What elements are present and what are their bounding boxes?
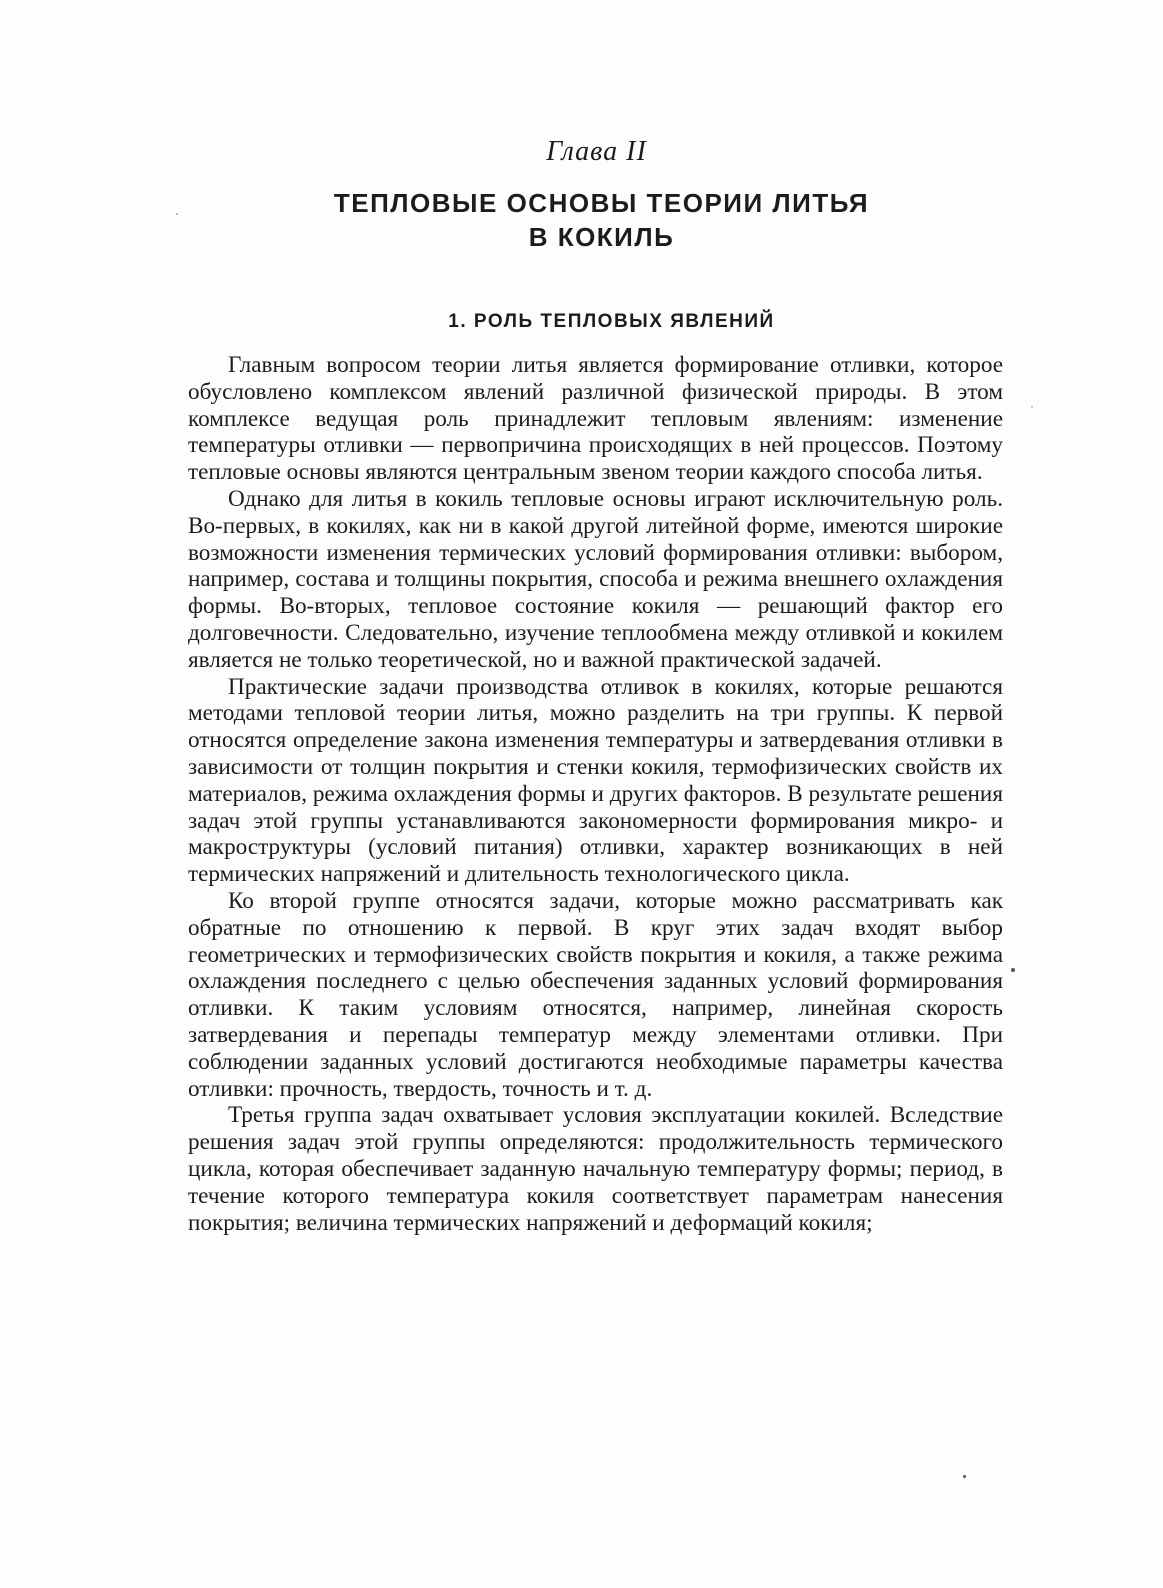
chapter-title-line-2: В КОКИЛЬ	[528, 222, 675, 252]
scan-speck	[176, 213, 178, 215]
body-text	[188, 352, 1003, 1236]
chapter-title	[0, 186, 1163, 254]
paragraph-1: Главным вопросом теории литья является формирование отливки, которое обусловлено комплексом явлений различной физической природы. В этом комплексе ведущая роль принадлежит тепловым явлениям: изменение температуры отливки — первопричина происходящих в ней процессов. Поэтому тепловые основы являются центральным звеном теории каждого способа литья.	[188, 352, 1003, 486]
paragraph-5: Третья группа задач охватывает условия эксплуатации кокилей. Вследствие решения задач этой группы определяются: продолжительность термического цикла, которая обеспечивает заданную начальную температуру формы; период, в течение которого температура кокиля соответствует параметрам нанесения покрытия; величина термических напряжений и деформаций кокиля;	[188, 1102, 1003, 1236]
paragraph-4: Ко второй группе относятся задачи, которые можно рассматривать как обратные по отношению к первой. В круг этих задач входят выбор геометрических и термофизических свойств покрытия и кокиля, а также режима охлаждения последнего с целью обеспечения заданных условий формирования отливки. К таким условиям относятся, например, линейная скорость затвердевания и перепады температур между элементами отливки. При соблюдении заданных условий достигаются необходимые параметры качества отливки: прочность, твердость, точность и т. д.	[188, 887, 1003, 1102]
paragraph-2: Однако для литья в кокиль тепловые основы играют исключительную роль. Во-первых, в кокилях, как ни в какой другой литейной форме, имеются широкие возможности изменения термических условий формирования отливки: выбором, например, состава и толщины покрытия, способа и режима внешнего охлаждения формы. Во-вторых, тепловое состояние кокиля — решающий фактор его долговечности. Следовательно, изучение теплообмена между отливкой и кокилем является не только теоретической, но и важной практической задачей.	[188, 485, 1003, 673]
scan-speck	[1011, 968, 1015, 972]
section-title: 1. РОЛЬ ТЕПЛОВЫХ ЯВЛЕНИЙ	[448, 311, 775, 332]
chapter-title-line-1: ТЕПЛОВЫЕ ОСНОВЫ ТЕОРИИ ЛИТЬЯ	[333, 188, 870, 218]
chapter-label: Глава II	[546, 136, 647, 167]
scan-speck	[963, 1475, 966, 1478]
scan-speck	[1031, 406, 1033, 408]
paragraph-3: Практические задачи производства отливок в кокилях, которые решаются методами тепловой теории литья, можно разделить на три группы. К первой относятся определение закона изменения температуры и затвердевания отливки в зависимости от толщин покрытия и стенки кокиля, термофизических свойств их материалов, режима охлаждения формы и других факторов. В результате решения задач этой группы устанавливаются закономерности формирования микро- и макроструктуры (условий питания) отливки, характер возникающих в ней термических напряжений и длительность технологического цикла.	[188, 673, 1003, 888]
